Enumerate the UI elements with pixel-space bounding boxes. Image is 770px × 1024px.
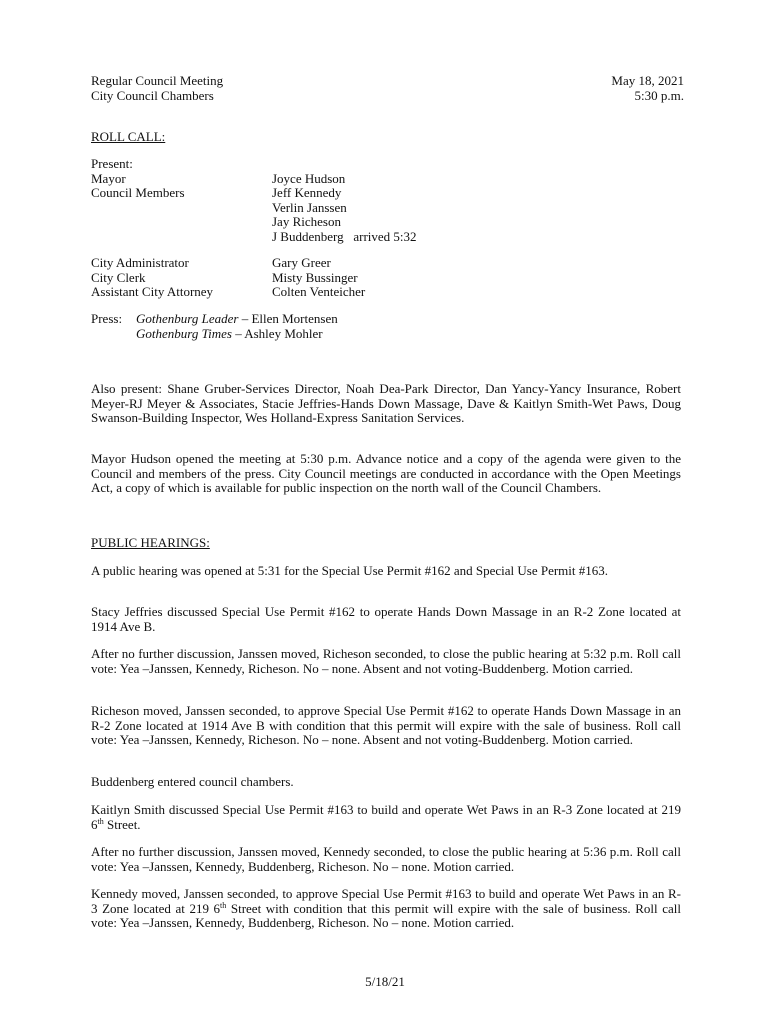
ordinal-suffix: th <box>220 900 227 910</box>
staff-title: City Clerk <box>91 269 146 285</box>
staff-name: Colten Venteicher <box>272 284 366 299</box>
mayor-label: Mayor <box>91 170 126 186</box>
meeting-header <box>91 74 223 103</box>
present-label: Present: <box>91 156 133 171</box>
press-outlet: Gothenburg Leader <box>136 311 239 326</box>
meeting-datetime <box>588 74 684 103</box>
hearing-paragraph-8 <box>91 887 681 931</box>
ordinal-suffix: th <box>97 816 104 826</box>
hearing-text: Street with condition that this permit will expire with the sale of business. Roll call vote: Yea –Janssen, Kennedy, Buddenberg, Richeson. No – none. Motion carried. <box>91 900 681 930</box>
staff-titles <box>91 256 213 300</box>
hearing-text: Kaitlyn Smith discussed Special Use Permit #163 to build and operate Wet Paws in an R-3 Zone located at 219 6 <box>91 802 681 832</box>
press-entry <box>136 312 338 327</box>
roll-call-heading: ROLL CALL: <box>91 129 166 144</box>
staff-name: Misty Bussinger <box>272 269 358 285</box>
council-member: Verlin Janssen <box>272 199 347 215</box>
council-members-list <box>272 186 417 244</box>
hearing-text: Street. <box>103 816 141 832</box>
public-hearings-heading: PUBLIC HEARINGS: <box>91 535 210 550</box>
council-member: Jay Richeson <box>272 214 341 229</box>
mayor-name: Joyce Hudson <box>272 170 346 186</box>
hearing-paragraph-5: Buddenberg entered council chambers. <box>91 774 294 789</box>
press-label: Press: <box>91 311 123 326</box>
also-present-paragraph: Also present: Shane Gruber-Services Director, Noah Dea-Park Director, Dan Yancy-Yancy Insurance, Robert Meyer-RJ Meyer & Associates, Stacie Jeffries-Hands Down Massage, Dave & Kaitlyn Smith-Wet Paws, Doug Swanson-Building Inspector, Wes Holland-Express Sanitation Services. <box>91 381 681 425</box>
council-members-label: Council Members <box>91 185 185 200</box>
press-reporter: – Ellen Mortensen <box>238 311 338 326</box>
hearing-paragraph-7: After no further discussion, Janssen moved, Kennedy seconded, to close the public hearing at 5:36 p.m. Roll call vote: Yea –Janssen, Kennedy, Buddenberg, Richeson. No – none. Motion carried. <box>91 844 681 874</box>
hearing-paragraph-6 <box>91 803 681 832</box>
meeting-date: May 18, 2021 <box>611 73 684 88</box>
staff-title: City Administrator <box>91 255 189 270</box>
hearing-paragraph-3: After no further discussion, Janssen moved, Richeson seconded, to close the public hearing at 5:32 p.m. Roll call vote: Yea –Janssen, Kennedy, Richeson. No – none. Absent and not voting-Buddenberg. Motion carried. <box>91 646 681 676</box>
press-reporter: – Ashley Mohler <box>231 325 323 341</box>
staff-name: Gary Greer <box>272 255 331 270</box>
hearing-text: Kennedy moved, Janssen seconded, to approve Special Use Permit #163 to build and operate Wet Paws in an R-3 Zone located at 219 6 <box>91 886 681 916</box>
staff-names <box>272 256 365 300</box>
meeting-time: 5:30 p.m. <box>634 87 684 103</box>
hearing-paragraph-4: Richeson moved, Janssen seconded, to approve Special Use Permit #162 to operate Hands Down Massage in an R-2 Zone located at 1914 Ave B with condition that this permit will expire with the sale of business. Roll call vote: Yea –Janssen, Kennedy, Richeson. No – none. Absent and not voting-Buddenberg. Motion carried. <box>91 703 681 747</box>
hearing-paragraph-2: Stacy Jeffries discussed Special Use Permit #162 to operate Hands Down Massage in an R-2 Zone located at 1914 Ave B. <box>91 604 681 634</box>
page-footer-date: 5/18/21 <box>365 974 405 989</box>
press-entry <box>136 327 338 342</box>
hearing-paragraph-1: A public hearing was opened at 5:31 for the Special Use Permit #162 and Special Use Permit #163. <box>91 563 608 578</box>
staff-title: Assistant City Attorney <box>91 284 214 299</box>
meeting-location: City Council Chambers <box>91 87 214 103</box>
press-outlet: Gothenburg Times <box>136 325 232 341</box>
press-list <box>136 312 338 341</box>
council-member: J Buddenberg arrived 5:32 <box>272 228 417 244</box>
opening-paragraph: Mayor Hudson opened the meeting at 5:30 p.m. Advance notice and a copy of the agenda were given to the Council and members of the press. City Council meetings are conducted in accordance with the Open Meetings Act, a copy of which is available for public inspection on the north wall of the Council Chambers. <box>91 451 681 495</box>
meeting-title: Regular Council Meeting <box>91 73 224 88</box>
council-member: Jeff Kennedy <box>272 185 342 200</box>
